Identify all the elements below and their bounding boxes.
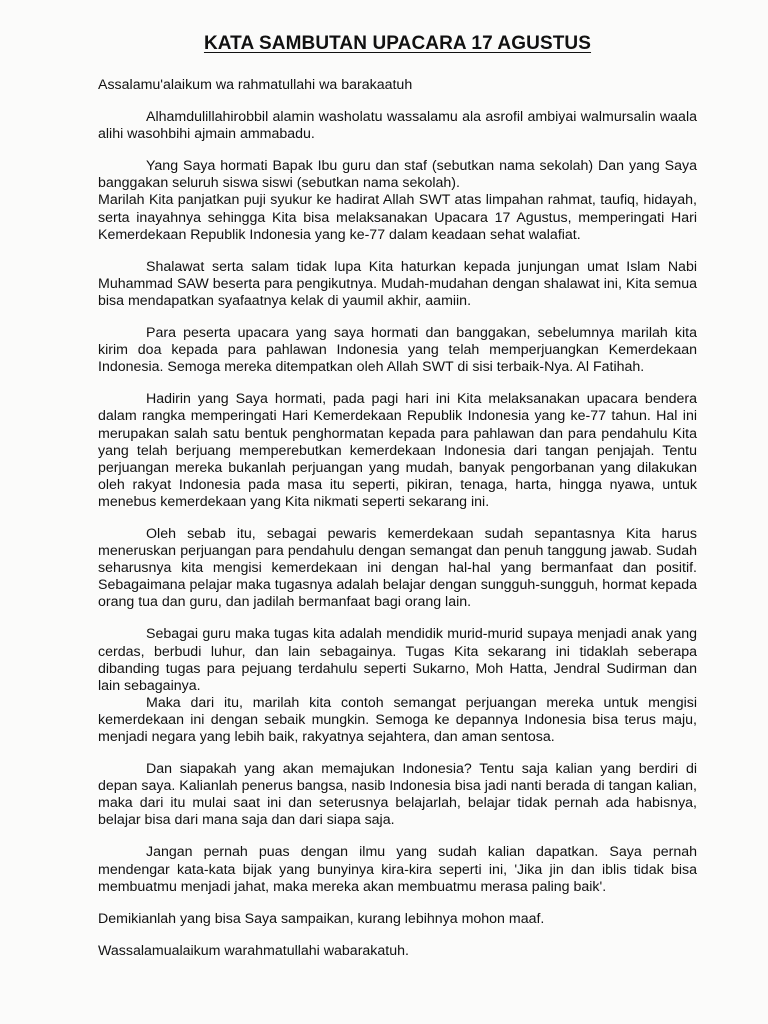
paragraph-never-satisfied: Jangan pernah puas dengan ilmu yang sudah kalian dapatkan. Saya pernah mendengar kata-kata bijak yang bunyinya kira-kira seperti ini, 'Jika jin dan iblis tidak bisa membuatmu menjadi jahat, maka mereka akan membuatmu merasa paling baik'. (98, 844, 697, 895)
paragraph-opening-prayer: Alhamdulillahirobbil alamin washolatu wassalamu ala asrofil ambiyai walmursalin waala alihi wasohbihi ajmain ammabadu. (98, 109, 697, 143)
greeting: Assalamu'alaikum wa rahmatullahi wa barakaatuh (98, 77, 413, 93)
paragraph-prayer-heroes: Para peserta upacara yang saya hormati dan banggakan, sebelumnya marilah kita kirim doa kepada para pahlawan Indonesia yang telah memperjuangkan Kemerdekaan Indonesia. Semoga mereka ditempatkan oleh Allah SWT di sisi terbaik-Nya. Al Fatihah. (98, 325, 697, 376)
paragraph-future-of-indonesia: Dan siapakah yang akan memajukan Indonesia? Tentu saja kalian yang berdiri di depan saya. Kalianlah penerus bangsa, nasib Indonesia bisa jadi nanti berada di tangan kalian, maka dari itu mulai saat ini dan seterusnya belajarlah, belajar tidak pernah ada habisnya, belajar bisa dari mana saja dan dari siapa saja. (98, 761, 697, 829)
paragraph-teacher-duty: Sebagai guru maka tugas kita adalah mendidik murid-murid supaya menjadi anak yang cerdas, berbudi luhur, dan lain sebagainya. Tugas Kita sekarang ini tidaklah seberapa dibanding tugas para pejuang terdahulu seperti Sukarno, Moh Hatta, Jendral Sudirman dan lain sebagainya. (98, 626, 697, 694)
paragraph-follow-example: Maka dari itu, marilah kita contoh semangat perjuangan mereka untuk mengisi kemerdekaan ini dengan sebaik mungkin. Semoga ke depannya Indonesia bisa terus maju, menjadi negara yang lebih baik, rakyatnya sejahtera, dan aman sentosa. (98, 694, 697, 745)
paragraph-ceremony-purpose: Hadirin yang Saya hormati, pada pagi hari ini Kita melaksanakan upacara bendera dalam rangka memperingati Hari Kemerdekaan Republik Indonesia yang ke-77 tahun. Hal ini merupakan salah satu bentuk penghormatan kepada para pahlawan dan para pendahulu Kita yang telah berjuang memperebutkan kemerdekaan Indonesia dari tangan penjajah. Tentu perjuangan mereka bukanlah perjuangan yang mudah, banyak pengorbanan yang dilakukan oleh rakyat Indonesia pada masa itu seperti, pikiran, tenaga, harta, hingga nyawa, untuk menebus kemerdekaan yang Kita nikmati seperti sekarang ini. (98, 391, 697, 510)
paragraph-shalawat: Shalawat serta salam tidak lupa Kita haturkan kepada junjungan umat Islam Nabi Muhammad SAW beserta para pengikutnya. Mudah-mudahan dengan shalawat ini, Kita semua bisa mendapatkan syafaatnya kelak di yaumil akhir, aamiin. (98, 258, 697, 309)
document-title: KATA SAMBUTAN UPACARA 17 AGUSTUS (203, 33, 592, 54)
paragraph-gratitude: Marilah Kita panjatkan puji syukur ke hadirat Allah SWT atas limpahan rahmat, taufiq, hidayah, serta inayahnya sehingga Kita bisa melaksanakan Upacara 17 Agustus, memperingati Hari Kemerdekaan Republik Indonesia yang ke-77 dalam keadaan sehat walafiat. (98, 192, 697, 243)
closing-apology: Demikianlah yang bisa Saya sampaikan, kurang lebihnya mohon maaf. (98, 910, 545, 927)
closing-salam: Wassalamualaikum warahmatullahi wabarakatuh. (98, 942, 409, 959)
paragraph-heirs-of-independence: Oleh sebab itu, sebagai pewaris kemerdekaan sudah sepantasnya Kita harus meneruskan perjuangan para pendahulu dengan semangat dan penuh tanggung jawab. Sudah seharusnya kita mengisi kemerdekaan ini dengan hal-hal yang bermanfaat dan positif. Sebagaimana pelajar maka tugasnya adalah belajar dengan sungguh-sungguh, hormat kepada orang tua dan guru, dan jadilah bermanfaat bagi orang lain. (98, 525, 697, 611)
paragraph-salutation: Yang Saya hormati Bapak Ibu guru dan staf (sebutkan nama sekolah) Dan yang Saya banggakan seluruh siswa siswi (sebutkan nama sekolah). (98, 158, 697, 192)
